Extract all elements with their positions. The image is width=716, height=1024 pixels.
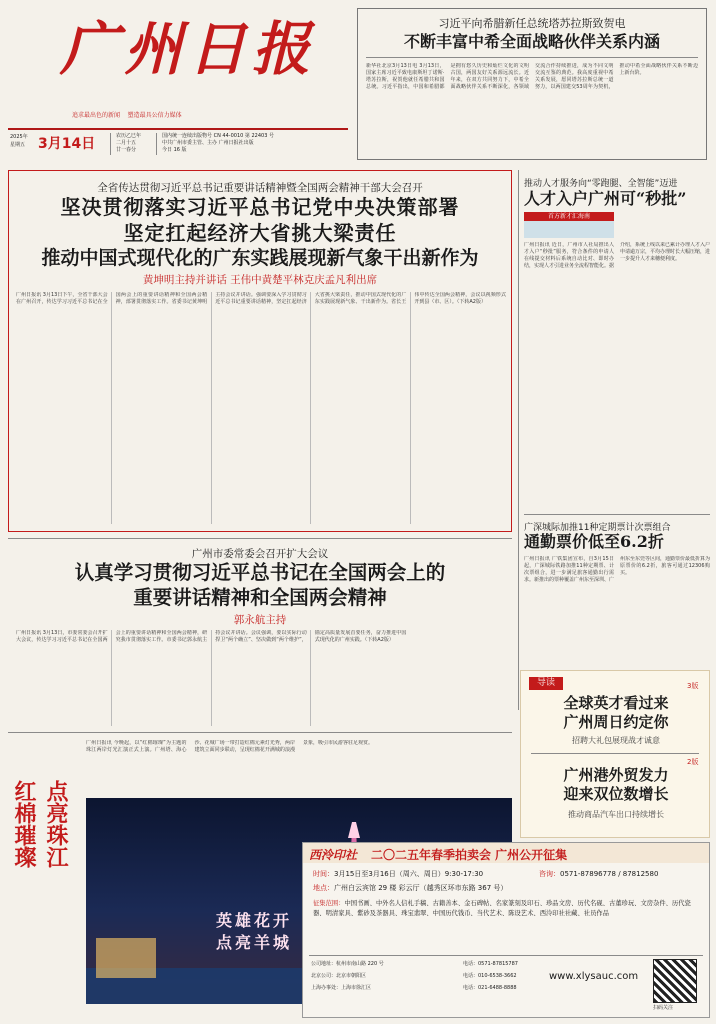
photo-caption-big-2: 红棉璀璨 — [11, 780, 37, 868]
auction-addr3: 上海办事处：上海市徐汇区 — [311, 985, 372, 991]
talent-headline: 人才入户广州可“秒批” — [524, 189, 687, 208]
second-line2: 重要讲话精神和全国两会精神 — [133, 586, 387, 609]
info-1: 国内统一连续出版物号 CN 44-0010 第 22403 号 — [162, 133, 274, 139]
photo-overlay-2: 点亮羊城 — [216, 933, 293, 952]
auction-time: 时间：3月15日至3月16日（周六、周日）9:30-17:30 — [313, 870, 484, 878]
top-right-headline: 不断丰富中希全面战略伙伴关系内涵 — [403, 32, 660, 51]
auction-tel2: 电话：010-6538-3662 — [463, 973, 517, 979]
lead-line3: 推动中国式现代化的广东实践展现新气象干出新作为 — [41, 247, 479, 269]
building-left — [96, 938, 156, 978]
lunar-3: 廿一春分 — [116, 147, 137, 153]
lead-line2: 坚定扛起经济大省挑大梁责任 — [123, 221, 397, 245]
lead-kicker: 全省传达贯彻习近平总书记重要讲话精神暨全国两会精神干部大会召开 — [97, 182, 423, 194]
date-bar — [10, 133, 350, 159]
guide-sub2: 推动商品汽车出口持续增长 — [568, 810, 664, 819]
auction-addr2: 北京公司：北京市朝阳区 — [311, 973, 367, 979]
top-right-kicker: 习近平向希腊新任总统塔苏拉斯致贺电 — [438, 17, 626, 30]
date-year: 2025年 — [10, 134, 28, 140]
auction-ad — [302, 842, 710, 1018]
auction-brand: 西泠印社 — [309, 848, 358, 862]
lead-text: 广州日报讯 3月13日下午，全省干部大会在广州召开，传达学习习近平总书记在全国两会上的重要讲话精神和全国两会精神，部署贯彻落实工作。省委书记黄坤明主持会议并讲话。强调要深入学习贯彻习近平总书记重要讲话精神，坚定扛起经济大省挑大梁责任，推动中国式现代化的广东实践展现新气象、干出新作为。省长王伟中传达全国两会精神，会议以视频形式开到县（市、区）。（下转A2版） — [16, 292, 506, 305]
guide-box — [520, 670, 710, 838]
masthead-rule — [8, 128, 348, 130]
qr-code-icon — [653, 959, 697, 1003]
auction-site[interactable]: www.xlysauc.com — [549, 971, 639, 982]
lead-line1: 坚决贯彻落实习近平总书记党中央决策部署 — [60, 195, 460, 219]
ticket-headline: 通勤票价低至6.2折 — [524, 532, 664, 551]
top-right-story — [357, 8, 707, 160]
date-weekday: 星期五 — [10, 142, 26, 148]
masthead-slogan — [72, 112, 182, 119]
second-byline: 郭永航主持 — [233, 614, 287, 626]
second-line1: 认真学习贯彻习近平总书记在全国两会上的 — [74, 561, 446, 584]
photo-overlay: 英雄花开 — [216, 911, 293, 930]
talent-band: 首方新才汇海南 — [524, 212, 614, 221]
slogan-left: 追求最出色的新闻 — [72, 112, 121, 119]
guide-label: 导读 — [529, 677, 563, 690]
auction-addr1: 公司地址：杭州市南山路 220 号 — [311, 961, 384, 967]
auction-tel1: 电话：0571-87815787 — [463, 961, 518, 967]
guide-title1a[interactable]: 全球英才看过来 — [563, 694, 669, 712]
guide-page1: 3版 — [687, 682, 699, 690]
guide-sub1: 招聘大礼包展现战才诚意 — [572, 736, 660, 745]
photo-caption-big-1: 点亮珠江 — [43, 780, 69, 868]
tower-top — [348, 822, 360, 838]
date-main: 3月14日 — [38, 136, 96, 152]
talent-text: 广州日报讯 近日，广州市人社局推出人才入户“秒批”服务，符合条件的申请人在线提交材料后系统自动比对、即时办结，实现人才引进业务全流程智能化。据介绍，系统上线以来已累计办理人才入户申请逾万宗，平均办理时长大幅压缩，进一步提升人才来穗便利度。 — [524, 242, 710, 269]
talent-kicker: 推动人才服务向“零跑腿、全智能”迈进 — [524, 179, 678, 189]
top-right-text: 新华社北京3月13日电 3月13日，国家主席习近平致电康斯坦丁诺斯·塔苏拉斯，祝贺他就任希腊共和国总统。习近平指出，中国和希腊都是拥有悠久历史和灿烂文化的文明古国，两国友好关系源远流长。近年来，在双方共同努力下，中希全面战略伙伴关系不断深化，各领域交流合作持续推进，成为不同文明交流互鉴的典范。我高度重视中希关系发展，愿同塔苏拉斯总统一道努力，以两国建交53周年为契机，推动中希全面战略伙伴关系不断迈上新台阶。 — [366, 63, 698, 90]
guide-title2b[interactable]: 迎来双位数增长 — [563, 785, 669, 803]
info-2: 中共广州市委主管、主办 广州日报社出版 — [162, 140, 254, 146]
lead-byline: 黄坤明主持并讲话 王伟中黄楚平林克庆孟凡利出席 — [142, 274, 378, 286]
auction-scope: 征集范围：中国书画、中外名人信札手稿、古籍善本、金石碑帖、名家篆刻及印石、珍品文房、历代名砚、古董珍玩、文房杂件、历代瓷器、明清家具、紫砂及茶器具、珠宝翡翠、中国历代钱币、当代艺术、陈设艺术、西泠印社社藏、社员作品 — [313, 900, 691, 917]
ticket-text: 广州日报讯 广铁集团宣布，自3月15日起，广深城际铁路加推11种定期票、计次票组合，进一步满足旅客通勤出行需求。新推出的票种覆盖广州东至深圳、广州东至东莞等区间，通勤票价最低折算为原票价的6.2折，旅客可通过12306购买。 — [524, 556, 710, 583]
second-kicker: 广州市委常委会召开扩大会议 — [191, 548, 329, 560]
talent-photo — [524, 212, 614, 238]
auction-place: 地点：广州白云宾馆 29 楼 彩云厅（越秀区环市东路 367 号） — [313, 884, 508, 892]
photo-text: 广州日报讯 今晚起，以“红棉璀璨”为主题的珠江两岸灯光汇演正式上演。广州塔、海心沙、花城广场一带打造红棉元素灯光秀，两岸建筑立面同步联动，呈现红棉花开满城的浪漫景象，吸引市民游客驻足观赏。 — [86, 740, 374, 753]
ticket-kicker: 广深城际加推11种定期票计次票组合 — [524, 523, 671, 533]
masthead-title: 广州日报 — [60, 15, 317, 83]
lunar-1: 农历乙巳年 — [116, 133, 142, 139]
auction-phone: 咨询：0571-87896778 / 87812580 — [539, 870, 659, 878]
second-text: 广州日报讯 3月13日，市委常委会召开扩大会议，传达学习习近平总书记在全国两会上的重要讲话精神和全国两会精神，研究我市贯彻落实工作。市委书记郭永航主持会议并讲话。会议强调，要以实际行动捍卫“两个确立”、坚决做到“两个维护”，锚定高质量发展首要任务，奋力推进中国式现代化的广州实践。（下转A2版） — [16, 630, 407, 643]
auction-tel3: 电话：021-6488-8888 — [463, 985, 517, 991]
slogan-right: 塑造最具公信力媒体 — [127, 112, 182, 119]
info-5: 今日 16 版 — [162, 147, 187, 153]
auction-qr: 扫码关注 — [653, 1005, 674, 1011]
guide-page2: 2版 — [687, 758, 699, 766]
lunar-2: 二月十五 — [116, 140, 137, 146]
guide-title2a[interactable]: 广州港外贸发力 — [563, 766, 669, 784]
auction-title: 二〇二五年春季拍卖会 广州公开征集 — [371, 848, 568, 862]
guide-title1b[interactable]: 广州周日约定你 — [563, 713, 669, 731]
